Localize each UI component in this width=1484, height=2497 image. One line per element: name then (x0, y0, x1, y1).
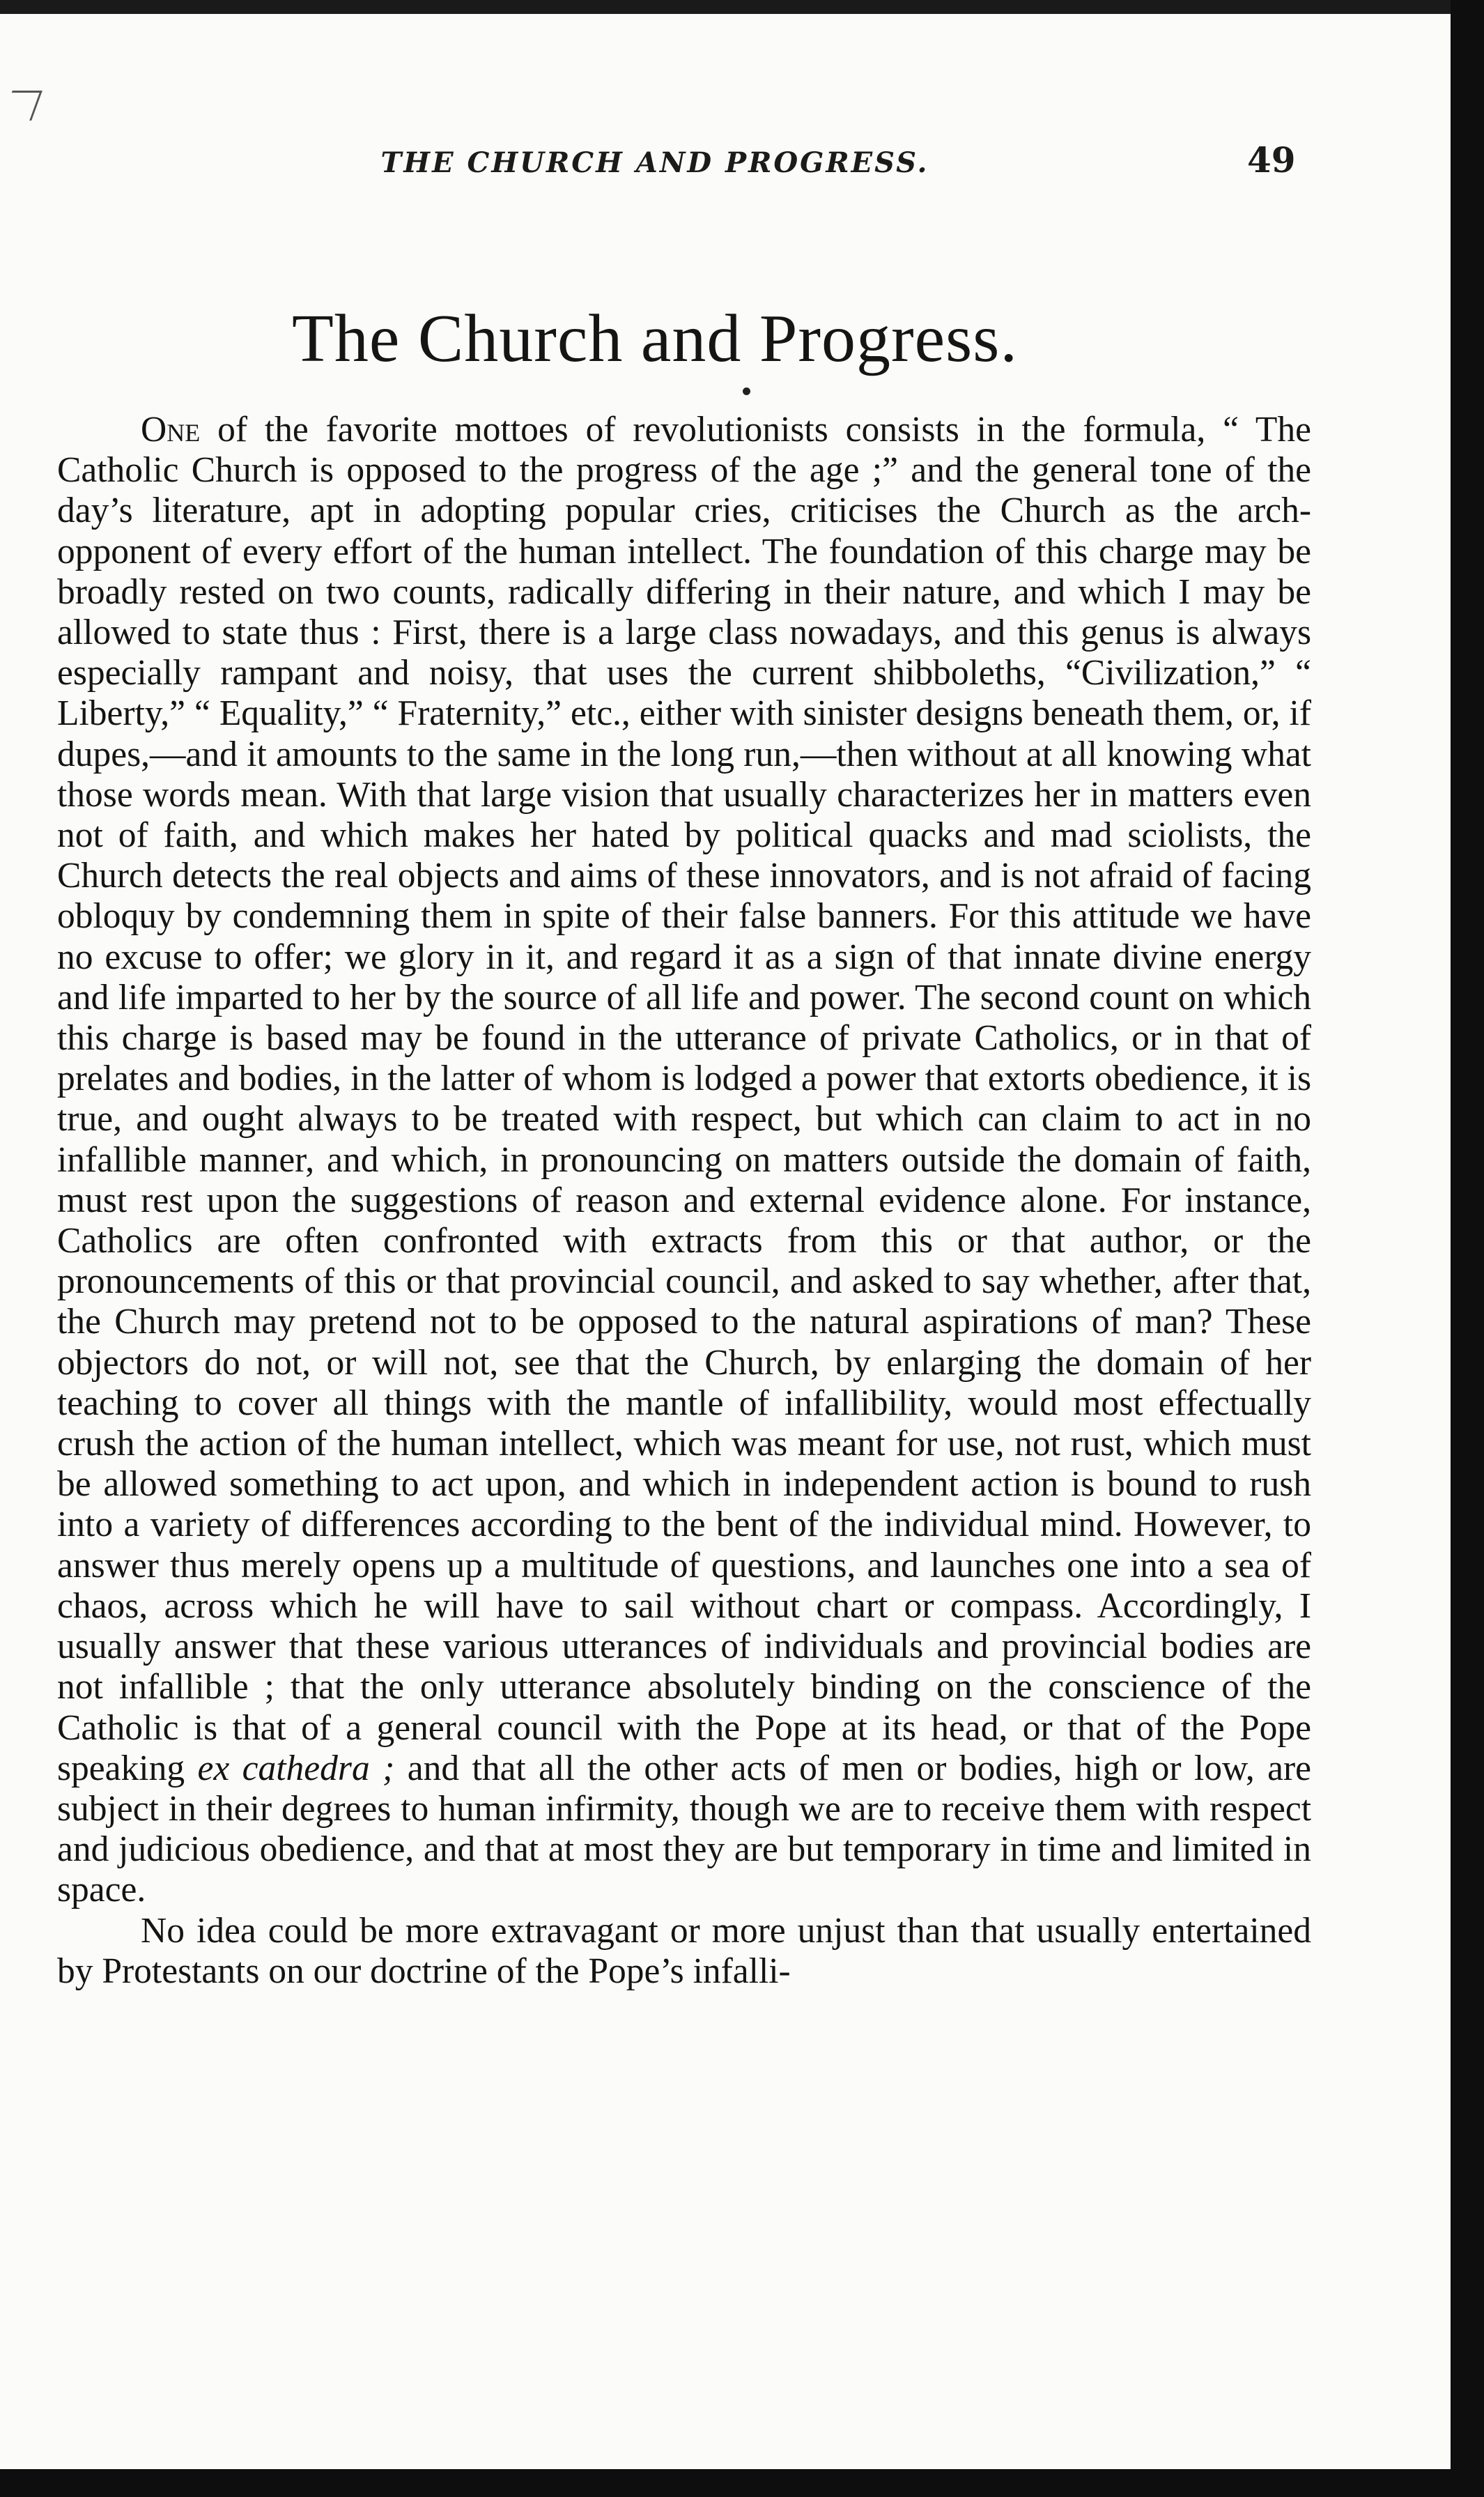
italic-phrase: ex cathedra ; (197, 1748, 395, 1788)
paragraph-1-text-a: of the favorite mottoes of revolutionists consists in the formula, “ The Catholic Church is opposed to the progress of the age ;” and the general tone of the day’s literature, apt in adopting popular cries, criticises the Church as the arch-opponent of every effort of the human intellect. The foundation of this charge may be broadly rested on two counts, radically differing in their nature, and which I may be allowed to state thus : First, there is a large class nowadays, and this genus is always especially rampant and noisy, that uses the current shibboleths, “Civilization,” “ Liberty,” “ Equality,” “ Fraternity,” etc., either with sinister designs beneath them, or, if dupes,—and it amounts to the same in the long run,—then without at all knowing what those words mean. With that large vision that usually characterizes her in matters even not of faith, and which makes her hated by political quacks and mad sciolists, the Church detects the real objects and aims of these innovators, and is not afraid of facing obloquy by condemning them in spite of their false banners. For this attitude we have no excuse to offer; we glory in it, and regard it as a sign of that innate divine energy and life imparted to her by the source of all life and power. The second count on which this charge is based may be found in the utterance of private Catholics, or in that of prelates and bodies, in the latter of whom is lodged a power that extorts obedience, it is true, and ought always to be treated with respect, but which can claim to act in no infallible manner, and which, in pronouncing on matters outside the domain of faith, must rest upon the suggestions of reason and external evidence alone. For instance, Catholics are often confronted with extracts from this or that author, or the pronouncements of this or that provincial council, and asked to say whether, after that, the Church may pretend not to be opposed to the natural aspirations of man? These objectors do not, or will not, see that the Church, by enlarging the domain of her teaching to cover all things with the mantle of infallibility, would most effectually crush the action of the human intellect, which was meant for use, not rust, which must be allowed something to act upon, and which in independent action is bound to rush into a variety of differences according to the bent of the individual mind. However, to answer thus merely opens up a multitude of questions, and launches one into a sea of chaos, across which he will have to sail without chart or compass. Accordingly, I usually answer that these various utterances of individuals and provincial bodies are not infallible ; that the only utterance absolutely binding on the conscience of the Catholic is that of a general council with the Pope at its head, or that of the Pope speaking (57, 410, 1311, 1788)
running-head: THE CHURCH AND PROGRESS. (380, 146, 929, 179)
article-title: The Church and Progress. (292, 301, 1018, 376)
pencil-mark (1, 91, 42, 121)
lead-word: One (141, 410, 201, 450)
paragraph-1-text-b: and that all the other acts of men or bodies, high or low, are subject in their degrees to human infirmity, though we are to receive them with respect and judicious obedience, and that at most they are but temporary in time and limited in space. (57, 1748, 1312, 1910)
scan-edge-right (1451, 0, 1484, 2497)
scan-edge-bottom (0, 2469, 1484, 2497)
ornament-dot (743, 387, 750, 395)
paragraph-1 (57, 410, 1311, 1911)
page-number: 49 (1247, 139, 1296, 180)
article-body (57, 410, 1311, 1992)
book-page (0, 14, 1451, 2469)
paragraph-2: No idea could be more extravagant or more unjust than that usually entertained by Protestants on our doctrine of the Pope’s infalli- (57, 1910, 1311, 1991)
